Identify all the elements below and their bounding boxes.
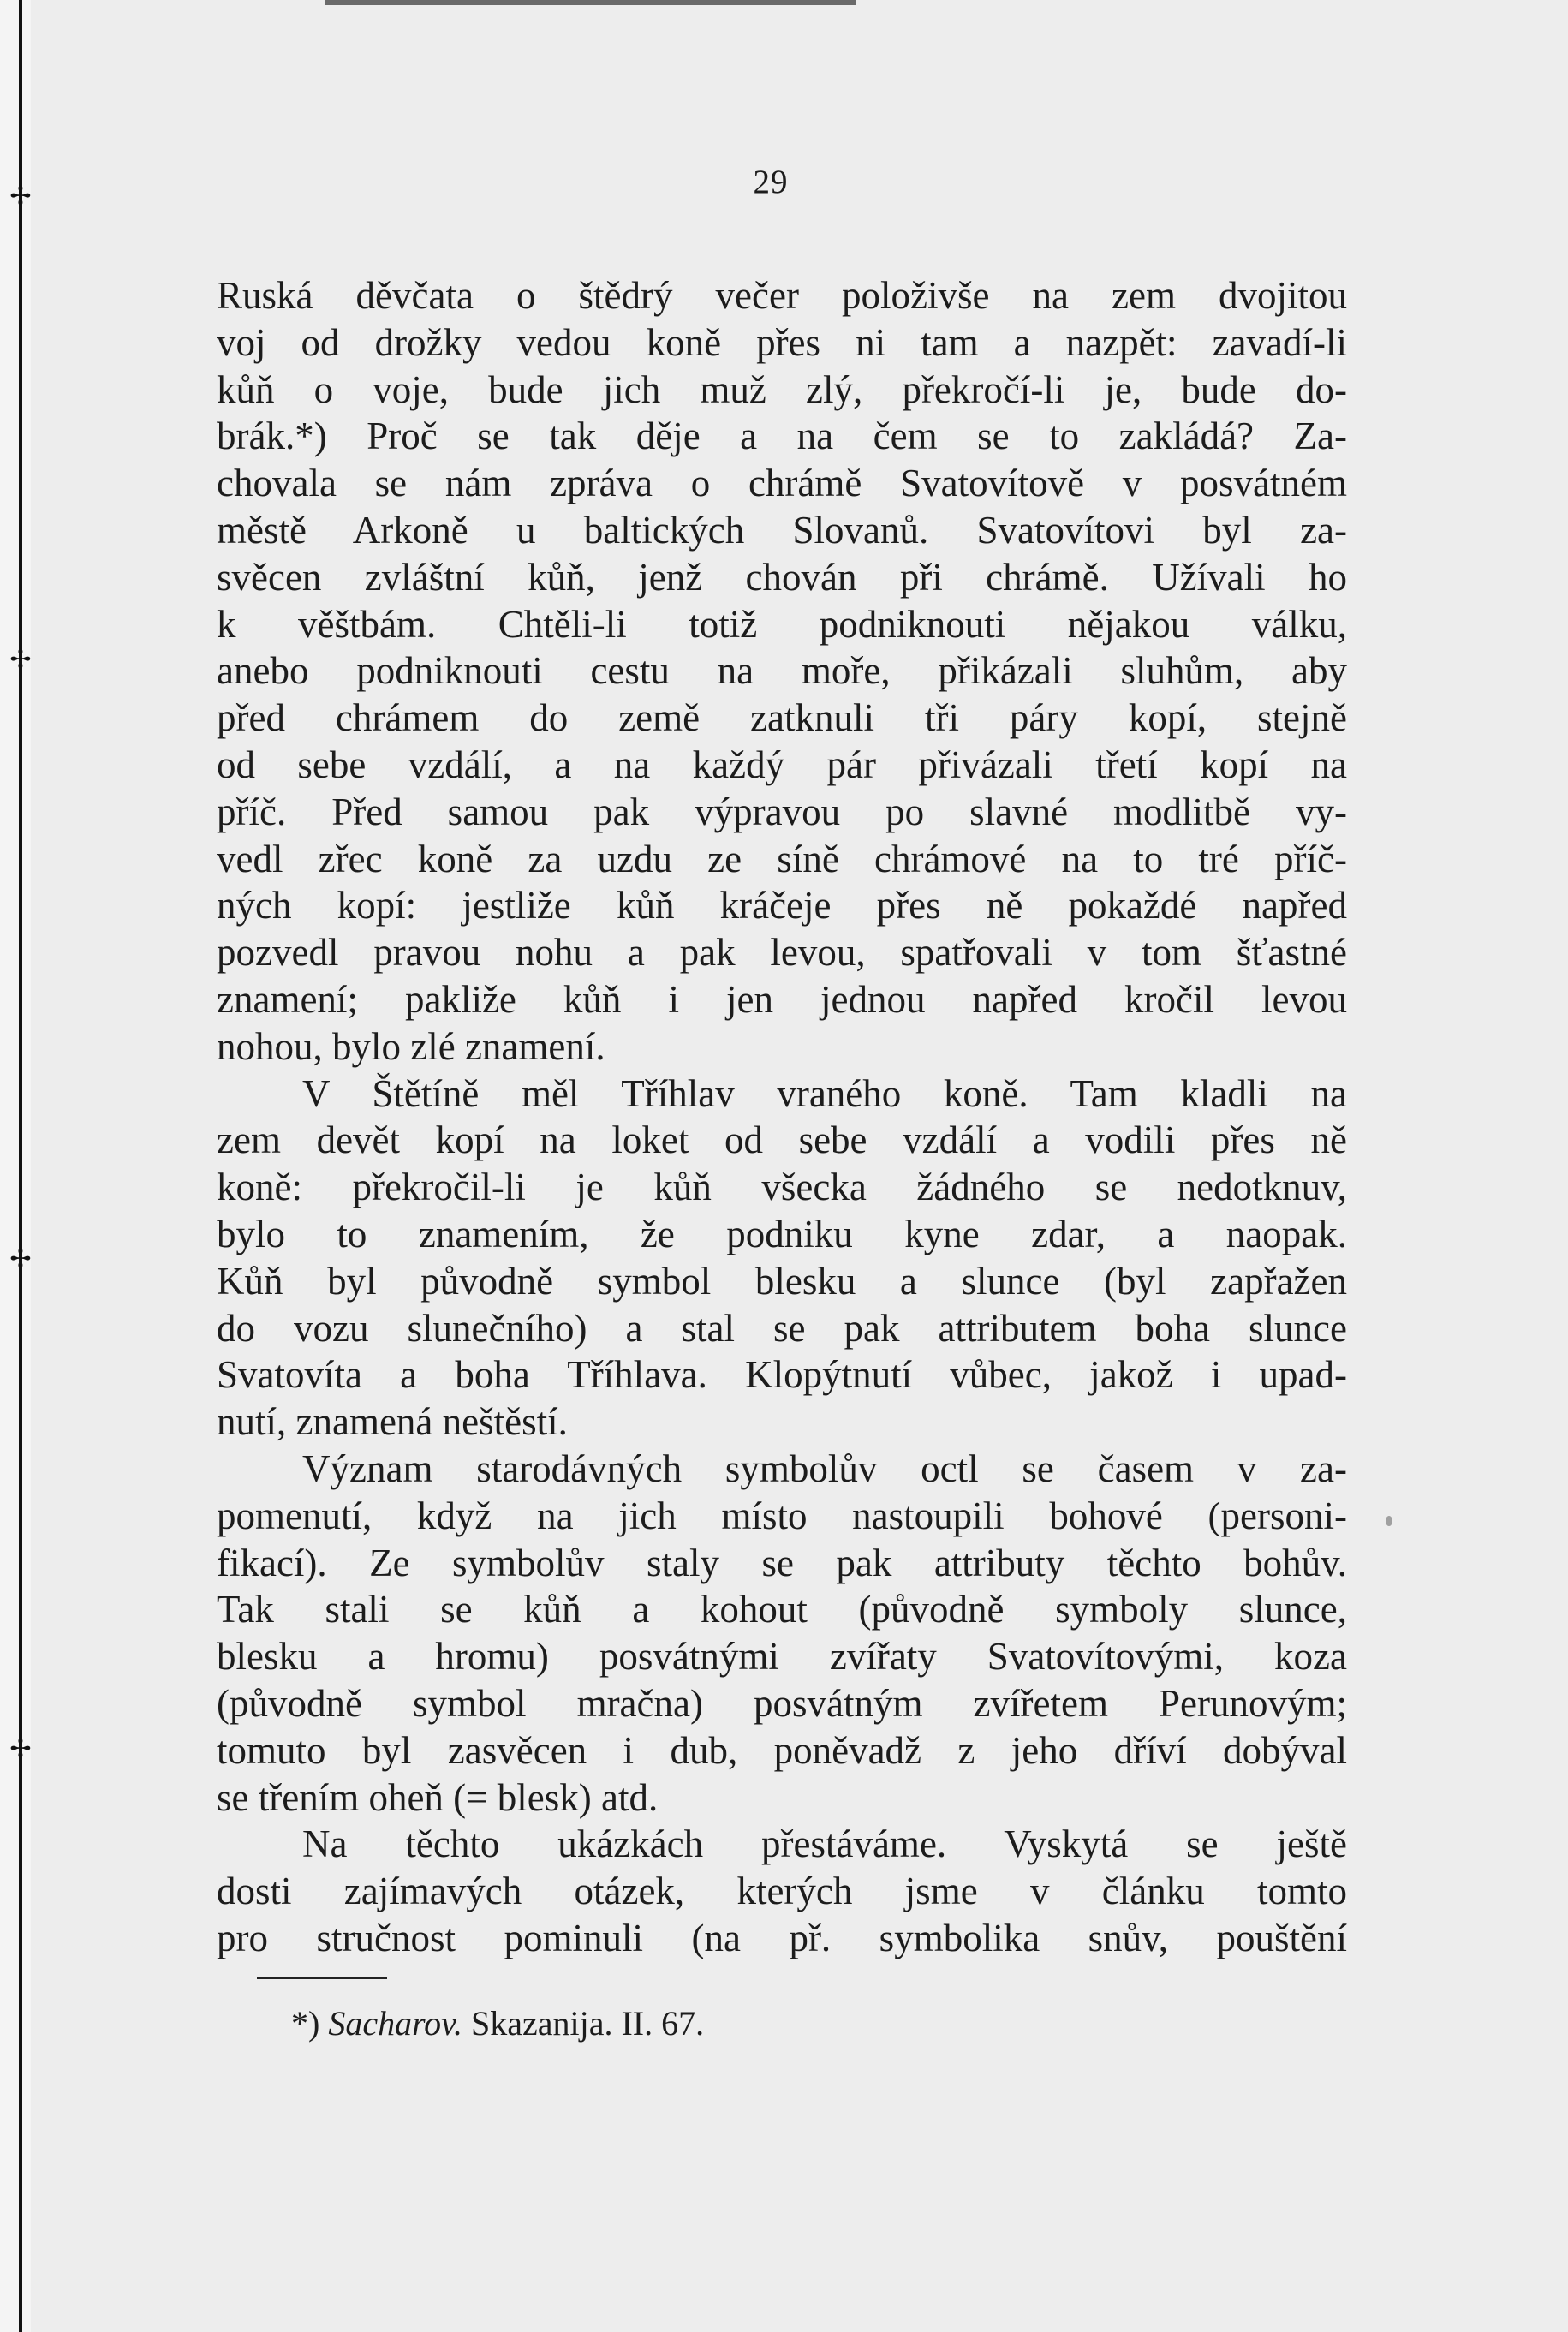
text-line: městě Arkoně u baltických Slovanů. Svatovítovi byl za- <box>217 508 1347 552</box>
text-line: Kůň byl původně symbol blesku a slunce (byl zapřažen <box>217 1259 1347 1303</box>
text-line: pro stručnost pominuli (na př. symbolika snův, pouštění <box>217 1916 1347 1959</box>
text-line-paragraph-end: se třením oheň (= blesk) atd. <box>217 1775 659 1819</box>
text-line: kůň o voje, bude jich muž zlý, překročí-li je, bude do- <box>217 367 1347 411</box>
text-line: k věštbám. Chtěli-li totiž podniknouti nějakou válku, <box>217 602 1347 646</box>
text-line: příč. Před samou pak výpravou po slavné modlitbě vy- <box>217 790 1347 833</box>
footnote <box>291 2002 704 2045</box>
text-line: brák.*) Proč se tak děje a na čem se to zakládá? Za- <box>217 415 1347 458</box>
footnote-rule <box>257 1977 387 1979</box>
text-line: od sebe vzdálí, a na každý pár přivázali třetí kopí na <box>217 743 1347 786</box>
text-line: dosti zajímavých otázek, kterých jsme v článku tomto <box>217 1870 1347 1913</box>
text-line: svěcen zvláštní kůň, jenž chován při chrámě. Užívali ho <box>217 555 1347 599</box>
binding-mark: ✢ <box>9 1244 32 1274</box>
scan-speck <box>1386 1516 1392 1526</box>
text-line: zem devět kopí na loket od sebe vzdálí a vodili přes ně <box>217 1118 1347 1162</box>
text-line: anebo podniknouti cestu na moře, přikázali sluhům, aby <box>217 649 1347 693</box>
text-line: Tak stali se kůň a kohout (původně symboly slunce, <box>217 1588 1347 1631</box>
page-number: 29 <box>753 164 789 200</box>
text-line: blesku a hromu) posvátnými zvířaty Svatovítovými, koza <box>217 1635 1347 1679</box>
text-line: pozvedl pravou nohu a pak levou, spatřovali v tom šťastné <box>217 931 1347 975</box>
text-line-paragraph-start: Význam starodávných symbolův octl se časem v za- <box>302 1446 1347 1490</box>
text-line: chovala se nám zpráva o chrámě Svatovítově v posvátném <box>217 462 1347 505</box>
binding-mark: ✢ <box>9 182 32 212</box>
text-line: bylo to znamením, že podniku kyne zdar, a naopak. <box>217 1212 1347 1255</box>
text-line: ných kopí: jestliže kůň kráčeje přes ně pokaždé napřed <box>217 884 1347 927</box>
binding-mark: ✢ <box>9 645 32 675</box>
text-line: pomenutí, když na jich místo nastoupili bohové (personi- <box>217 1494 1347 1537</box>
text-line: voj od drožky vedou koně přes ni tam a nazpět: zavadí-li <box>217 320 1347 364</box>
text-line-paragraph-end: nohou, bylo zlé znamení. <box>217 1024 605 1068</box>
text-line: (původně symbol mračna) posvátným zvířetem Perunovým; <box>217 1681 1347 1725</box>
binding-mark: ✢ <box>9 1734 32 1764</box>
text-line: koně: překročil-li je kůň všecka žádného se nedotknuv, <box>217 1166 1347 1209</box>
body-text <box>217 272 1347 1962</box>
binding-margin <box>0 0 31 2332</box>
text-line: tomuto byl zasvěcen i dub, poněvadž z jeho dříví dobýval <box>217 1728 1347 1772</box>
text-line: Ruská děvčata o štědrý večer položivše na zem dvojitou <box>217 274 1347 317</box>
footnote-reference: Skazanija. II. 67. <box>470 2004 705 2043</box>
text-line-paragraph-start: Na těchto ukázkách přestáváme. Vyskytá se ještě <box>302 1822 1347 1866</box>
footnote-marker: *) <box>291 2004 320 2043</box>
binding-line <box>19 0 22 2332</box>
top-scan-edge <box>325 0 856 5</box>
text-line: do vozu slunečního) a stal se pak attributem boha slunce <box>217 1306 1347 1350</box>
text-line-paragraph-start: V Štětíně měl Tříhlav vraného koně. Tam kladli na <box>302 1071 1347 1115</box>
text-line: fikací). Ze symbolův staly se pak attributy těchto bohův. <box>217 1541 1347 1584</box>
text-line: Svatovíta a boha Tříhlava. Klopýtnutí vůbec, jakož i upad- <box>217 1353 1347 1397</box>
text-line: znamení; pakliže kůň i jen jednou napřed kročil levou <box>217 977 1347 1021</box>
text-line-paragraph-end: nutí, znamená neštěstí. <box>217 1400 568 1444</box>
footnote-author: Sacharov. <box>328 2004 462 2043</box>
text-line: vedl zřec koně za uzdu ze síně chrámové na to tré příč- <box>217 837 1347 880</box>
text-line: před chrámem do země zatknuli tři páry kopí, stejně <box>217 696 1347 740</box>
